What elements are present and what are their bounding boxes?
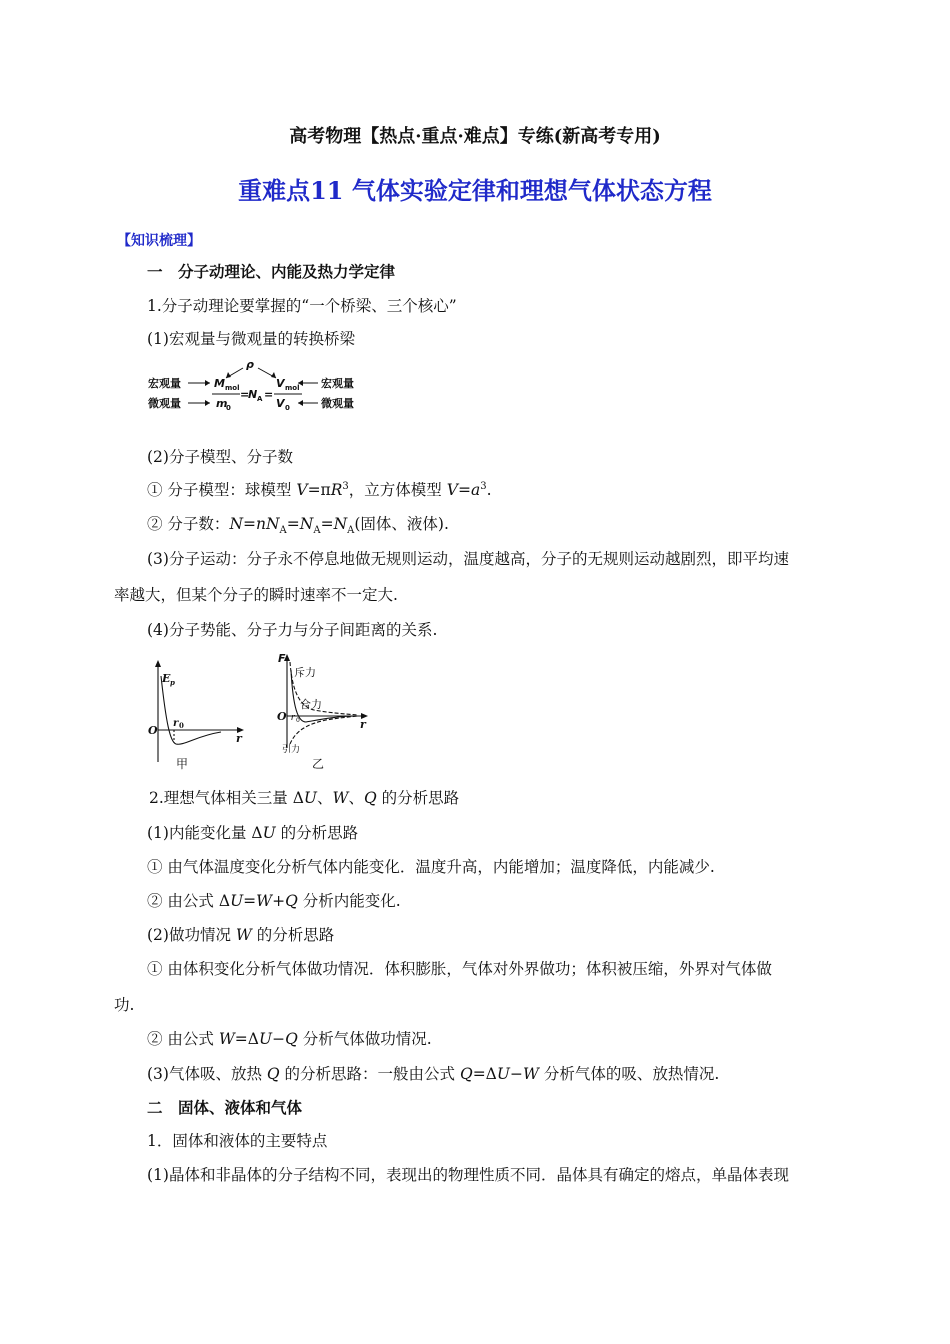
intermolecular-force-graph <box>272 648 372 774</box>
arrow-head-icon <box>155 660 161 667</box>
origin-label: O <box>148 724 158 737</box>
f-label: F <box>278 652 286 665</box>
arrow-head-icon <box>298 400 303 406</box>
figure-caption: 乙 <box>312 757 325 771</box>
section-2-heading: 二 固体、液体和气体 <box>147 1098 303 1117</box>
paragraph-three-quantities: 2.理想气体相关三量 ΔU、W、Q 的分析思路 <box>149 789 460 807</box>
paragraph: (3)分子运动：分子永不停息地做无规则运动，温度越高，分子的无规则运动越剧烈，即平均速 <box>147 550 789 568</box>
potential-energy-graph <box>146 652 248 774</box>
equals-sign: = <box>240 388 250 401</box>
paragraph: (2)做功情况 W 的分析思路 <box>147 926 335 944</box>
avogadro-symbol: N <box>248 388 258 401</box>
molecule-volume-symbol: V <box>276 397 285 410</box>
paragraph: (1)宏观量与微观量的转换桥梁 <box>147 330 355 348</box>
mol-subscript: mol <box>225 384 240 392</box>
paragraph: ① 由气体温度变化分析气体内能变化．温度升高，内能增加；温度降低，内能减少. <box>147 858 715 876</box>
macro-label-left: 宏观量 <box>148 377 181 390</box>
macro-label-right: 宏观量 <box>321 377 354 390</box>
ep-label: E <box>162 672 171 685</box>
r0-subscript: 0 <box>296 717 300 724</box>
micro-label-left: 微观量 <box>148 397 181 410</box>
arrow-head-icon <box>205 400 210 406</box>
attraction-label: 引力 <box>282 745 301 755</box>
ep-subscript: p <box>170 678 175 687</box>
paragraph-formula: (3)气体吸、放热 Q 的分析思路：一般由公式 Q=ΔU−W 分析气体的吸、放热情况. <box>147 1065 720 1083</box>
document-header: 高考物理【热点·重点·难点】专练(新高考专用) <box>289 126 661 147</box>
macro-micro-diagram <box>146 356 376 420</box>
page-title: 重难点11 气体实验定律和理想气体状态方程 <box>238 176 712 205</box>
r-label: r <box>360 718 366 731</box>
attraction-curve <box>290 716 358 744</box>
paragraph-molecule-count: ② 分子数：$N=nN_A=N_A=N_A$(固体、液体). <box>147 515 449 537</box>
paragraph-continued: 功. <box>114 996 135 1014</box>
rho-symbol: ρ <box>246 358 254 371</box>
paragraph: 1．固体和液体的主要特点 <box>147 1132 328 1150</box>
paragraph: (1)晶体和非晶体的分子结构不同，表现出的物理性质不同．晶体具有确定的熔点，单晶体表现 <box>147 1166 789 1184</box>
mol-subscript: mol <box>285 384 300 392</box>
section-tag: 【知识梳理】 <box>117 233 201 249</box>
equals-sign: = <box>264 388 274 401</box>
arrow-head-icon <box>205 380 210 386</box>
repulsion-label: 斥力 <box>294 666 316 679</box>
section-1-heading: 一 分子动理论、内能及热力学定律 <box>147 262 396 281</box>
paragraph-continued: 率越大，但某个分子的瞬时速率不一定大. <box>114 586 398 604</box>
paragraph: (2)分子模型、分子数 <box>147 448 293 466</box>
avogadro-subscript: A <box>257 395 263 403</box>
r0-subscript: 0 <box>179 721 184 730</box>
paragraph: (1)内能变化量 ΔU 的分析思路 <box>147 824 359 842</box>
zero-subscript: 0 <box>226 404 231 412</box>
arrow-head-icon <box>271 372 276 378</box>
molar-mass-symbol: M <box>214 377 225 390</box>
r0-label: r <box>291 713 295 723</box>
paragraph-molecule-model: ① 分子模型：球模型 $V=\pi R^3$，立方体模型 $V=a^3$. <box>147 480 492 499</box>
origin-label: O <box>277 710 287 723</box>
r-label: r <box>236 732 242 745</box>
r0-label: r <box>173 718 179 729</box>
paragraph: 1.分子动理论要掌握的“一个桥梁、三个核心” <box>147 297 457 315</box>
molar-volume-symbol: V <box>276 377 285 390</box>
paragraph: (4)分子势能、分子力与分子间距离的关系. <box>147 621 438 639</box>
micro-label-right: 微观量 <box>321 397 354 410</box>
figure-caption: 甲 <box>176 757 189 771</box>
molecule-mass-symbol: m <box>216 397 228 410</box>
net-force-label: 合力 <box>300 698 322 711</box>
paragraph: ① 由体积变化分析气体做功情况．体积膨胀，气体对外界做功；体积被压缩，外界对气体做 <box>147 960 772 978</box>
paragraph-formula: ② 由公式 ΔU=W+Q 分析内能变化. <box>147 892 401 910</box>
paragraph-formula: ② 由公式 W=ΔU−Q 分析气体做功情况. <box>147 1030 432 1048</box>
zero-subscript: 0 <box>285 404 290 412</box>
